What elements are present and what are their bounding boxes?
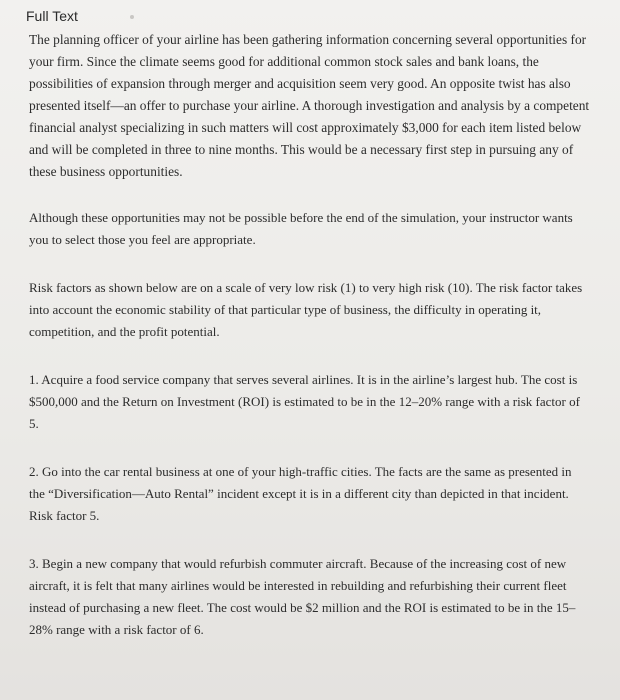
- page-title: Full Text: [26, 8, 78, 24]
- instructor-note-paragraph: Although these opportunities may not be possible before the end of the simulation, your instructor wants you to select those you feel are appropriate.: [29, 210, 573, 247]
- risk-explanation-paragraph: Risk factors as shown below are on a scale of very low risk (1) to very high risk (10). The risk factor takes into account the economic stability of that particular type of business, the difficulty in operating it, competition, and the profit potential.: [29, 280, 583, 339]
- option-1-paragraph: 1. Acquire a food service company that serves several airlines. It is in the airline’s largest hub. The cost is $500,000 and the Return on Investment (ROI) is estimated to be in the 12–20% range with a risk factor of 5.: [29, 372, 580, 431]
- option-2-paragraph: 2. Go into the car rental business at one of your high-traffic cities. The facts are the same as presented in the “Diversification—Auto Rental” incident except it is in a different city than depicted in that incident. Risk factor 5.: [29, 464, 572, 523]
- header-row: [26, 5, 590, 27]
- intro-paragraph: The planning officer of your airline has been gathering information concerning several opportunities for your firm. Since the climate seems good for additional common stock sales and bank loans, the possibilities of expansion through merger and acquisition seem very good. An opposite twist has also presented itself—an offer to purchase your airline. A thorough investigation and analysis by a competent financial analyst specializing in such matters will cost approximately $3,000 for each item listed below and will be completed in three to nine months. This would be a necessary first step in pursuing any of these business opportunities.: [29, 32, 590, 179]
- dot-marker: [130, 15, 134, 19]
- option-3-paragraph: 3. Begin a new company that would refurbish commuter aircraft. Because of the increasing cost of new aircraft, it is felt that many airlines would be interested in rebuilding and refurbishing their current fleet instead of purchasing a new fleet. The cost would be $2 million and the ROI is estimated to be in the 15–28% range with a risk factor of 6.: [29, 556, 576, 637]
